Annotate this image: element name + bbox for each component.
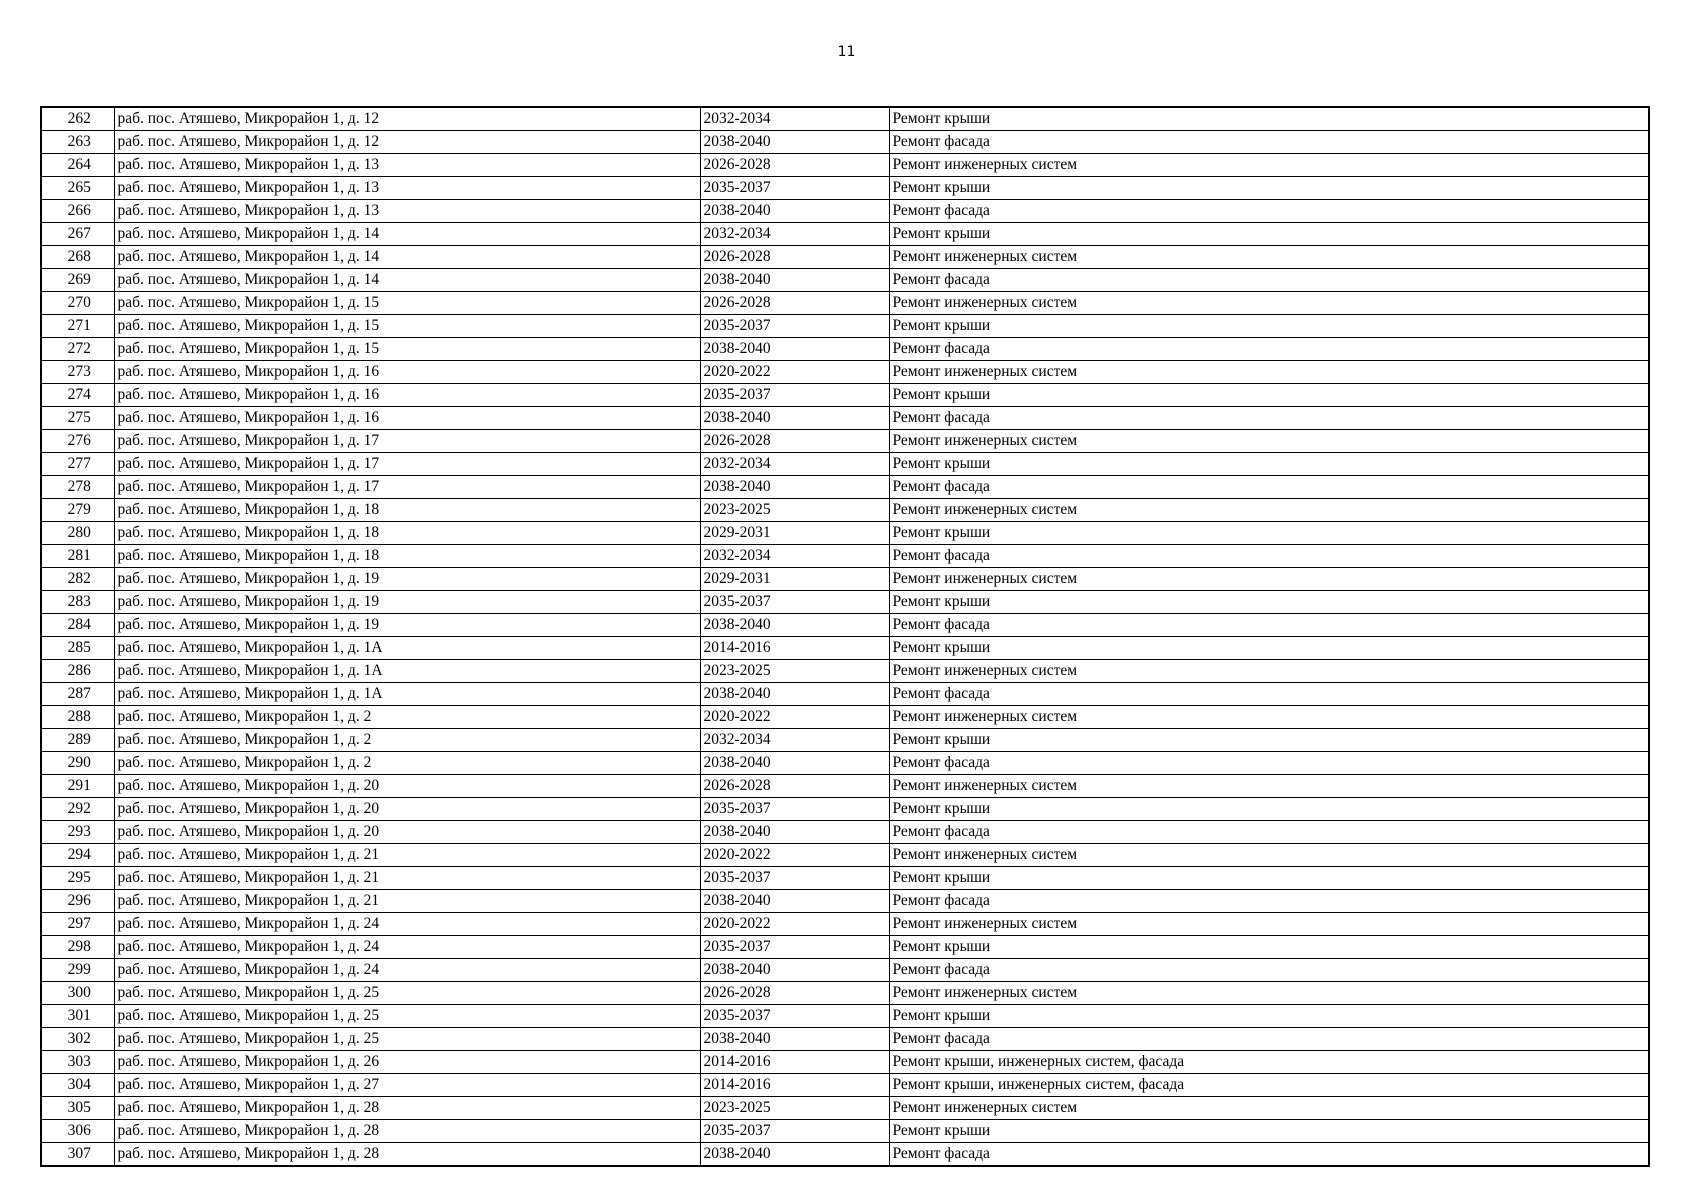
table-row <box>41 660 1649 683</box>
work-type-cell: Ремонт инженерных систем <box>889 775 1649 798</box>
table-row <box>41 246 1649 269</box>
period-cell: 2020-2022 <box>700 361 889 384</box>
table-row <box>41 1143 1649 1167</box>
address-cell: раб. пос. Атяшево, Микрорайон 1, д. 18 <box>114 522 700 545</box>
work-type-cell: Ремонт фасада <box>889 407 1649 430</box>
address-cell: раб. пос. Атяшево, Микрорайон 1, д. 15 <box>114 292 700 315</box>
row-number-cell: 297 <box>41 913 114 936</box>
address-cell: раб. пос. Атяшево, Микрорайон 1, д. 18 <box>114 545 700 568</box>
period-cell: 2035-2037 <box>700 1005 889 1028</box>
table-body <box>41 107 1649 1166</box>
address-cell: раб. пос. Атяшево, Микрорайон 1, д. 16 <box>114 384 700 407</box>
work-type-cell: Ремонт инженерных систем <box>889 660 1649 683</box>
row-number-cell: 286 <box>41 660 114 683</box>
table-row <box>41 131 1649 154</box>
row-number-cell: 271 <box>41 315 114 338</box>
address-cell: раб. пос. Атяшево, Микрорайон 1, д. 1А <box>114 683 700 706</box>
period-cell: 2035-2037 <box>700 867 889 890</box>
period-cell: 2026-2028 <box>700 982 889 1005</box>
period-cell: 2026-2028 <box>700 246 889 269</box>
table-row <box>41 361 1649 384</box>
period-cell: 2035-2037 <box>700 591 889 614</box>
period-cell: 2014-2016 <box>700 1074 889 1097</box>
period-cell: 2035-2037 <box>700 1120 889 1143</box>
table-row <box>41 683 1649 706</box>
table-row <box>41 798 1649 821</box>
address-cell: раб. пос. Атяшево, Микрорайон 1, д. 17 <box>114 453 700 476</box>
row-number-cell: 307 <box>41 1143 114 1167</box>
address-cell: раб. пос. Атяшево, Микрорайон 1, д. 25 <box>114 1028 700 1051</box>
period-cell: 2020-2022 <box>700 913 889 936</box>
period-cell: 2020-2022 <box>700 706 889 729</box>
period-cell: 2038-2040 <box>700 683 889 706</box>
work-type-cell: Ремонт фасада <box>889 338 1649 361</box>
period-cell: 2038-2040 <box>700 407 889 430</box>
row-number-cell: 288 <box>41 706 114 729</box>
work-type-cell: Ремонт фасада <box>889 131 1649 154</box>
period-cell: 2023-2025 <box>700 499 889 522</box>
work-type-cell: Ремонт крыши <box>889 798 1649 821</box>
work-type-cell: Ремонт крыши <box>889 637 1649 660</box>
row-number-cell: 285 <box>41 637 114 660</box>
address-cell: раб. пос. Атяшево, Микрорайон 1, д. 12 <box>114 131 700 154</box>
work-type-cell: Ремонт крыши <box>889 936 1649 959</box>
table-row <box>41 637 1649 660</box>
period-cell: 2020-2022 <box>700 844 889 867</box>
work-type-cell: Ремонт крыши <box>889 867 1649 890</box>
table-row <box>41 1028 1649 1051</box>
address-cell: раб. пос. Атяшево, Микрорайон 1, д. 1А <box>114 660 700 683</box>
work-type-cell: Ремонт фасада <box>889 752 1649 775</box>
row-number-cell: 279 <box>41 499 114 522</box>
work-type-cell: Ремонт крыши <box>889 107 1649 131</box>
work-type-cell: Ремонт фасада <box>889 200 1649 223</box>
work-type-cell: Ремонт крыши <box>889 315 1649 338</box>
row-number-cell: 291 <box>41 775 114 798</box>
work-type-cell: Ремонт инженерных систем <box>889 246 1649 269</box>
work-type-cell: Ремонт крыши <box>889 591 1649 614</box>
row-number-cell: 304 <box>41 1074 114 1097</box>
work-type-cell: Ремонт инженерных систем <box>889 430 1649 453</box>
period-cell: 2038-2040 <box>700 614 889 637</box>
period-cell: 2038-2040 <box>700 890 889 913</box>
row-number-cell: 298 <box>41 936 114 959</box>
period-cell: 2023-2025 <box>700 1097 889 1120</box>
row-number-cell: 263 <box>41 131 114 154</box>
table-row <box>41 775 1649 798</box>
row-number-cell: 272 <box>41 338 114 361</box>
address-cell: раб. пос. Атяшево, Микрорайон 1, д. 14 <box>114 223 700 246</box>
period-cell: 2035-2037 <box>700 177 889 200</box>
work-type-cell: Ремонт фасада <box>889 683 1649 706</box>
table-row <box>41 614 1649 637</box>
row-number-cell: 277 <box>41 453 114 476</box>
table-row <box>41 223 1649 246</box>
address-cell: раб. пос. Атяшево, Микрорайон 1, д. 2 <box>114 706 700 729</box>
table-row <box>41 292 1649 315</box>
row-number-cell: 267 <box>41 223 114 246</box>
period-cell: 2032-2034 <box>700 729 889 752</box>
address-cell: раб. пос. Атяшево, Микрорайон 1, д. 27 <box>114 1074 700 1097</box>
row-number-cell: 265 <box>41 177 114 200</box>
address-cell: раб. пос. Атяшево, Микрорайон 1, д. 21 <box>114 844 700 867</box>
row-number-cell: 281 <box>41 545 114 568</box>
table-row <box>41 1097 1649 1120</box>
table-row <box>41 1120 1649 1143</box>
work-type-cell: Ремонт крыши <box>889 1120 1649 1143</box>
address-cell: раб. пос. Атяшево, Микрорайон 1, д. 15 <box>114 315 700 338</box>
table-row <box>41 706 1649 729</box>
period-cell: 2038-2040 <box>700 821 889 844</box>
row-number-cell: 268 <box>41 246 114 269</box>
address-cell: раб. пос. Атяшево, Микрорайон 1, д. 24 <box>114 936 700 959</box>
work-type-cell: Ремонт фасада <box>889 269 1649 292</box>
period-cell: 2035-2037 <box>700 936 889 959</box>
work-type-cell: Ремонт крыши, инженерных систем, фасада <box>889 1074 1649 1097</box>
address-cell: раб. пос. Атяшево, Микрорайон 1, д. 20 <box>114 798 700 821</box>
table-row <box>41 591 1649 614</box>
address-cell: раб. пос. Атяшево, Микрорайон 1, д. 25 <box>114 1005 700 1028</box>
table-row <box>41 890 1649 913</box>
address-cell: раб. пос. Атяшево, Микрорайон 1, д. 20 <box>114 821 700 844</box>
work-type-cell: Ремонт крыши <box>889 522 1649 545</box>
address-cell: раб. пос. Атяшево, Микрорайон 1, д. 14 <box>114 246 700 269</box>
work-type-cell: Ремонт фасада <box>889 476 1649 499</box>
address-cell: раб. пос. Атяшево, Микрорайон 1, д. 28 <box>114 1120 700 1143</box>
row-number-cell: 274 <box>41 384 114 407</box>
row-number-cell: 282 <box>41 568 114 591</box>
period-cell: 2035-2037 <box>700 798 889 821</box>
table-row <box>41 1074 1649 1097</box>
table-row <box>41 1005 1649 1028</box>
row-number-cell: 294 <box>41 844 114 867</box>
address-cell: раб. пос. Атяшево, Микрорайон 1, д. 24 <box>114 959 700 982</box>
period-cell: 2038-2040 <box>700 1143 889 1167</box>
work-type-cell: Ремонт инженерных систем <box>889 913 1649 936</box>
work-type-cell: Ремонт инженерных систем <box>889 154 1649 177</box>
table-row <box>41 522 1649 545</box>
address-cell: раб. пос. Атяшево, Микрорайон 1, д. 15 <box>114 338 700 361</box>
row-number-cell: 296 <box>41 890 114 913</box>
row-number-cell: 295 <box>41 867 114 890</box>
period-cell: 2038-2040 <box>700 200 889 223</box>
row-number-cell: 262 <box>41 107 114 131</box>
table-row <box>41 982 1649 1005</box>
table-row <box>41 844 1649 867</box>
table-row <box>41 269 1649 292</box>
page-number: 11 <box>837 44 856 60</box>
table-row <box>41 959 1649 982</box>
address-cell: раб. пос. Атяшево, Микрорайон 1, д. 21 <box>114 867 700 890</box>
work-type-cell: Ремонт инженерных систем <box>889 844 1649 867</box>
period-cell: 2035-2037 <box>700 384 889 407</box>
period-cell: 2038-2040 <box>700 752 889 775</box>
work-type-cell: Ремонт крыши <box>889 177 1649 200</box>
work-type-cell: Ремонт крыши, инженерных систем, фасада <box>889 1051 1649 1074</box>
address-cell: раб. пос. Атяшево, Микрорайон 1, д. 16 <box>114 407 700 430</box>
period-cell: 2023-2025 <box>700 660 889 683</box>
period-cell: 2026-2028 <box>700 775 889 798</box>
period-cell: 2038-2040 <box>700 338 889 361</box>
address-cell: раб. пос. Атяшево, Микрорайон 1, д. 19 <box>114 591 700 614</box>
table-row <box>41 107 1649 131</box>
table-row <box>41 384 1649 407</box>
work-type-cell: Ремонт инженерных систем <box>889 1097 1649 1120</box>
row-number-cell: 305 <box>41 1097 114 1120</box>
work-type-cell: Ремонт инженерных систем <box>889 361 1649 384</box>
period-cell: 2038-2040 <box>700 131 889 154</box>
address-cell: раб. пос. Атяшево, Микрорайон 1, д. 17 <box>114 476 700 499</box>
row-number-cell: 306 <box>41 1120 114 1143</box>
row-number-cell: 270 <box>41 292 114 315</box>
period-cell: 2038-2040 <box>700 269 889 292</box>
period-cell: 2038-2040 <box>700 476 889 499</box>
address-cell: раб. пос. Атяшево, Микрорайон 1, д. 19 <box>114 568 700 591</box>
row-number-cell: 276 <box>41 430 114 453</box>
period-cell: 2032-2034 <box>700 545 889 568</box>
row-number-cell: 299 <box>41 959 114 982</box>
period-cell: 2014-2016 <box>700 1051 889 1074</box>
work-type-cell: Ремонт фасада <box>889 959 1649 982</box>
address-cell: раб. пос. Атяшево, Микрорайон 1, д. 13 <box>114 177 700 200</box>
row-number-cell: 284 <box>41 614 114 637</box>
work-type-cell: Ремонт инженерных систем <box>889 292 1649 315</box>
table-row <box>41 430 1649 453</box>
address-cell: раб. пос. Атяшево, Микрорайон 1, д. 19 <box>114 614 700 637</box>
work-type-cell: Ремонт фасада <box>889 614 1649 637</box>
work-type-cell: Ремонт фасада <box>889 545 1649 568</box>
row-number-cell: 266 <box>41 200 114 223</box>
address-cell: раб. пос. Атяшево, Микрорайон 1, д. 13 <box>114 200 700 223</box>
repair-schedule-table <box>40 106 1650 1167</box>
work-type-cell: Ремонт крыши <box>889 223 1649 246</box>
work-type-cell: Ремонт фасада <box>889 1143 1649 1167</box>
row-number-cell: 290 <box>41 752 114 775</box>
row-number-cell: 287 <box>41 683 114 706</box>
period-cell: 2026-2028 <box>700 430 889 453</box>
table-row <box>41 200 1649 223</box>
work-type-cell: Ремонт крыши <box>889 453 1649 476</box>
row-number-cell: 301 <box>41 1005 114 1028</box>
work-type-cell: Ремонт инженерных систем <box>889 706 1649 729</box>
work-type-cell: Ремонт фасада <box>889 1028 1649 1051</box>
row-number-cell: 289 <box>41 729 114 752</box>
address-cell: раб. пос. Атяшево, Микрорайон 1, д. 24 <box>114 913 700 936</box>
period-cell: 2029-2031 <box>700 568 889 591</box>
address-cell: раб. пос. Атяшево, Микрорайон 1, д. 12 <box>114 107 700 131</box>
row-number-cell: 292 <box>41 798 114 821</box>
row-number-cell: 280 <box>41 522 114 545</box>
work-type-cell: Ремонт фасада <box>889 821 1649 844</box>
row-number-cell: 303 <box>41 1051 114 1074</box>
table-row <box>41 568 1649 591</box>
address-cell: раб. пос. Атяшево, Микрорайон 1, д. 2 <box>114 752 700 775</box>
address-cell: раб. пос. Атяшево, Микрорайон 1, д. 28 <box>114 1143 700 1167</box>
work-type-cell: Ремонт крыши <box>889 729 1649 752</box>
work-type-cell: Ремонт фасада <box>889 890 1649 913</box>
table-row <box>41 407 1649 430</box>
period-cell: 2014-2016 <box>700 637 889 660</box>
table-row <box>41 913 1649 936</box>
period-cell: 2035-2037 <box>700 315 889 338</box>
period-cell: 2032-2034 <box>700 107 889 131</box>
table-row <box>41 154 1649 177</box>
table-row <box>41 476 1649 499</box>
address-cell: раб. пос. Атяшево, Микрорайон 1, д. 17 <box>114 430 700 453</box>
row-number-cell: 302 <box>41 1028 114 1051</box>
table-row <box>41 453 1649 476</box>
table-row <box>41 338 1649 361</box>
row-number-cell: 300 <box>41 982 114 1005</box>
row-number-cell: 283 <box>41 591 114 614</box>
address-cell: раб. пос. Атяшево, Микрорайон 1, д. 13 <box>114 154 700 177</box>
table-row <box>41 729 1649 752</box>
row-number-cell: 278 <box>41 476 114 499</box>
work-type-cell: Ремонт крыши <box>889 1005 1649 1028</box>
period-cell: 2032-2034 <box>700 453 889 476</box>
table-row <box>41 499 1649 522</box>
row-number-cell: 293 <box>41 821 114 844</box>
period-cell: 2029-2031 <box>700 522 889 545</box>
period-cell: 2038-2040 <box>700 1028 889 1051</box>
work-type-cell: Ремонт инженерных систем <box>889 499 1649 522</box>
period-cell: 2026-2028 <box>700 292 889 315</box>
table-row <box>41 821 1649 844</box>
table-row <box>41 315 1649 338</box>
address-cell: раб. пос. Атяшево, Микрорайон 1, д. 28 <box>114 1097 700 1120</box>
table-row <box>41 752 1649 775</box>
period-cell: 2038-2040 <box>700 959 889 982</box>
row-number-cell: 275 <box>41 407 114 430</box>
work-type-cell: Ремонт инженерных систем <box>889 568 1649 591</box>
period-cell: 2026-2028 <box>700 154 889 177</box>
period-cell: 2032-2034 <box>700 223 889 246</box>
table-row <box>41 177 1649 200</box>
table-row <box>41 867 1649 890</box>
row-number-cell: 273 <box>41 361 114 384</box>
table-row <box>41 545 1649 568</box>
work-type-cell: Ремонт крыши <box>889 384 1649 407</box>
address-cell: раб. пос. Атяшево, Микрорайон 1, д. 20 <box>114 775 700 798</box>
work-type-cell: Ремонт инженерных систем <box>889 982 1649 1005</box>
table-row <box>41 1051 1649 1074</box>
address-cell: раб. пос. Атяшево, Микрорайон 1, д. 16 <box>114 361 700 384</box>
address-cell: раб. пос. Атяшево, Микрорайон 1, д. 1А <box>114 637 700 660</box>
address-cell: раб. пос. Атяшево, Микрорайон 1, д. 18 <box>114 499 700 522</box>
address-cell: раб. пос. Атяшево, Микрорайон 1, д. 26 <box>114 1051 700 1074</box>
row-number-cell: 264 <box>41 154 114 177</box>
row-number-cell: 269 <box>41 269 114 292</box>
address-cell: раб. пос. Атяшево, Микрорайон 1, д. 25 <box>114 982 700 1005</box>
address-cell: раб. пос. Атяшево, Микрорайон 1, д. 2 <box>114 729 700 752</box>
address-cell: раб. пос. Атяшево, Микрорайон 1, д. 14 <box>114 269 700 292</box>
address-cell: раб. пос. Атяшево, Микрорайон 1, д. 21 <box>114 890 700 913</box>
table-row <box>41 936 1649 959</box>
